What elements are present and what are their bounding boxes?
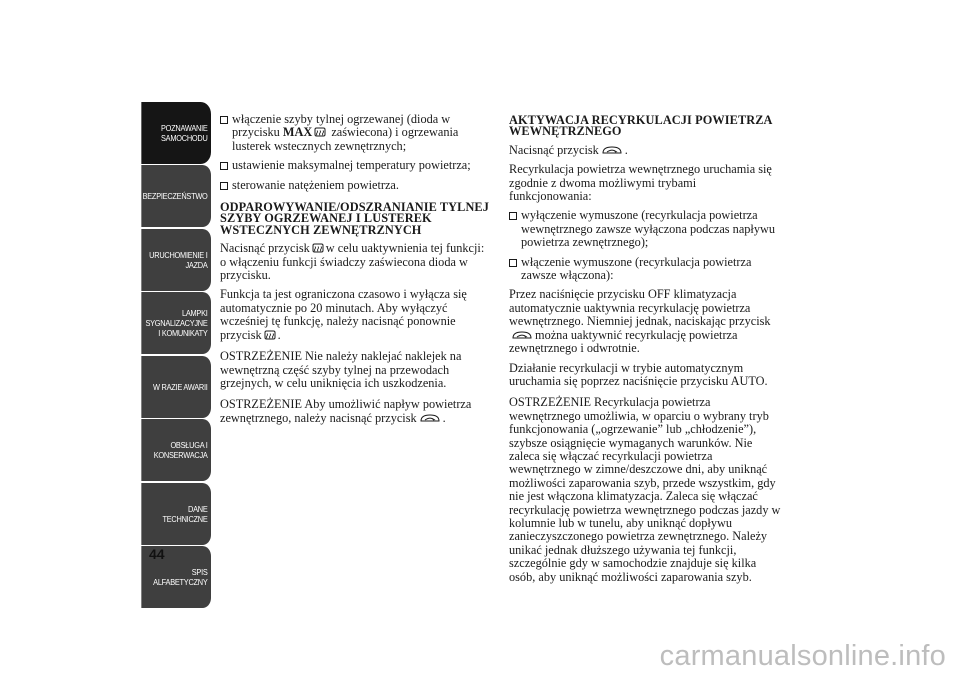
rear-window-defrost-icon: [264, 330, 276, 341]
list-item: sterowanie natężeniem powietrza.: [220, 179, 492, 192]
list-item: wyłączenie wymuszone (recyrkulacja powietrza wewnętrznego zawsze wyłączona podczas napływu powietrza zewnętrznego);: [509, 209, 781, 249]
recirculation-icon: [601, 145, 623, 156]
tab-poznawanie-samochodu[interactable]: POZNAWANIE SAMOCHODU: [141, 102, 211, 164]
recirculation-icon: [419, 413, 441, 424]
paragraph: Funkcja ta jest ograniczona czasowo i wyłącza się automatycznie po 20 minutach. Aby wyłączyć wcześniej tę funkcję, należy nacisnąć ponownie przycisk .: [220, 287, 467, 342]
paragraph: Działanie recyrkulacji w trybie automatycznym uruchamia się poprzez naciśnięcie przycisku AUTO.: [509, 360, 768, 388]
bullet-box-icon: [220, 182, 228, 190]
rear-window-defrost-icon: [314, 127, 326, 138]
list-item: włączenie szyby tylnej ogrzewanej (dioda w przycisku MAX zaświecona) i ogrzewania lusterek wstecznych zewnętrznych;: [220, 113, 492, 153]
bullet-box-icon: [220, 116, 228, 124]
paragraph: Nacisnąć przycisk .: [509, 142, 628, 157]
list-item: włączenie wymuszone (recyrkulacja powietrza zawsze włączona):: [509, 256, 781, 283]
paragraph: Przez naciśnięcie przycisku OFF klimatyzacja automatycznie uaktywnia recyrkulację powietrza wewnętrznego. Niemniej jednak, naciskając przycisk można uaktywnić recyrkulację powietrza zewnętrznego i odwrotnie.: [509, 287, 771, 356]
page-number: 44: [149, 546, 165, 562]
warning-paragraph: OSTRZEŻENIE Nie należy naklejać naklejek na wewnętrzną część szyby tylnej na przewodach grzejnych, w celu uniknięcia ich uszkodzenia.: [220, 349, 462, 390]
right-column: [509, 113, 781, 590]
left-column: [220, 113, 492, 431]
list-item: ustawienie maksymalnej temperatury powietrza;: [220, 159, 492, 172]
max-label: MAX: [282, 125, 313, 140]
rear-window-defrost-icon: [312, 243, 324, 254]
tab-bezpieczenstwo[interactable]: BEZPIECZEŃSTWO: [141, 165, 211, 227]
section-heading: ODPAROWYWANIE/ODSZRANIANIE TYLNEJ SZYBY OGRZEWANEJ I LUSTEREK WSTECZNYCH ZEWNĘTRZNYCH: [220, 200, 489, 237]
bullet-box-icon: [509, 212, 517, 220]
warning-paragraph: OSTRZEŻENIE Aby umożliwić napływ powietrza zewnętrznego, należy nacisnąć przycisk .: [220, 397, 472, 425]
tab-w-razie-awarii[interactable]: W RAZIE AWARII: [141, 356, 211, 418]
warning-label: OSTRZEŻENIE: [220, 349, 302, 364]
section-heading: AKTYWACJA RECYRKULACJI POWIETRZA WEWNĘTRZNEGO: [509, 113, 772, 139]
paragraph: Nacisnąć przycisk w celu uaktywnienia tej funkcji: o włączeniu funkcji świadczy zaświecona dioda w przycisku.: [220, 241, 485, 283]
tab-lampki-sygnalizacyjne[interactable]: LAMPKI SYGNALIZACYJNE I KOMUNIKATY: [141, 292, 211, 354]
warning-paragraph: OSTRZEŻENIE Recyrkulacja powietrza wewnętrznego umożliwia, w oparciu o wybrany tryb funkcjonowania („ogrzewanie” lub „chłodzenie”), szybsze osiągnięcie wymaganych warunków. Nie zaleca się włączać recyrkulacji powietrza wewnętrznego w zimne/deszczowe dni, aby uniknąć możliwości zaparowania szyb, przede wszystkim, gdy nie jest włączona klimatyzacja. Zaleca się włączać recyrkulację powietrza wewnętrznego podczas jazdy w kolumnie lub w tunelu, aby uniknąć dopływu zanieczyszczonego powietrza zewnętrznego. Należy unikać jednak dłuższego używania tej funkcji, szczególnie gdy w samochodzie znajduje się kilka osób, aby uniknąć możliwości zaparowania szyb.: [509, 395, 781, 584]
warning-label: OSTRZEŻENIE: [509, 395, 591, 410]
bullet-box-icon: [220, 162, 228, 170]
tab-dane-techniczne[interactable]: DANE TECHNICZNE: [141, 483, 211, 545]
tab-uruchomienie-i-jazda[interactable]: URUCHOMIENIE I JAZDA: [141, 229, 211, 291]
bullet-box-icon: [509, 259, 517, 267]
tab-obsluga-i-konserwacja[interactable]: OBSŁUGA I KONSERWACJA: [141, 419, 211, 481]
watermark-text: carmanualsonline.info: [659, 640, 946, 672]
recirculation-icon: [511, 330, 533, 341]
warning-label: OSTRZEŻENIE: [220, 397, 302, 412]
tab-spis-alfabetyczny[interactable]: SPIS ALFABETYCZNY: [141, 546, 211, 608]
paragraph: Recyrkulacja powietrza wewnętrznego uruchamia się zgodnie z dwoma możliwymi trybami funkcjonowania:: [509, 162, 772, 204]
